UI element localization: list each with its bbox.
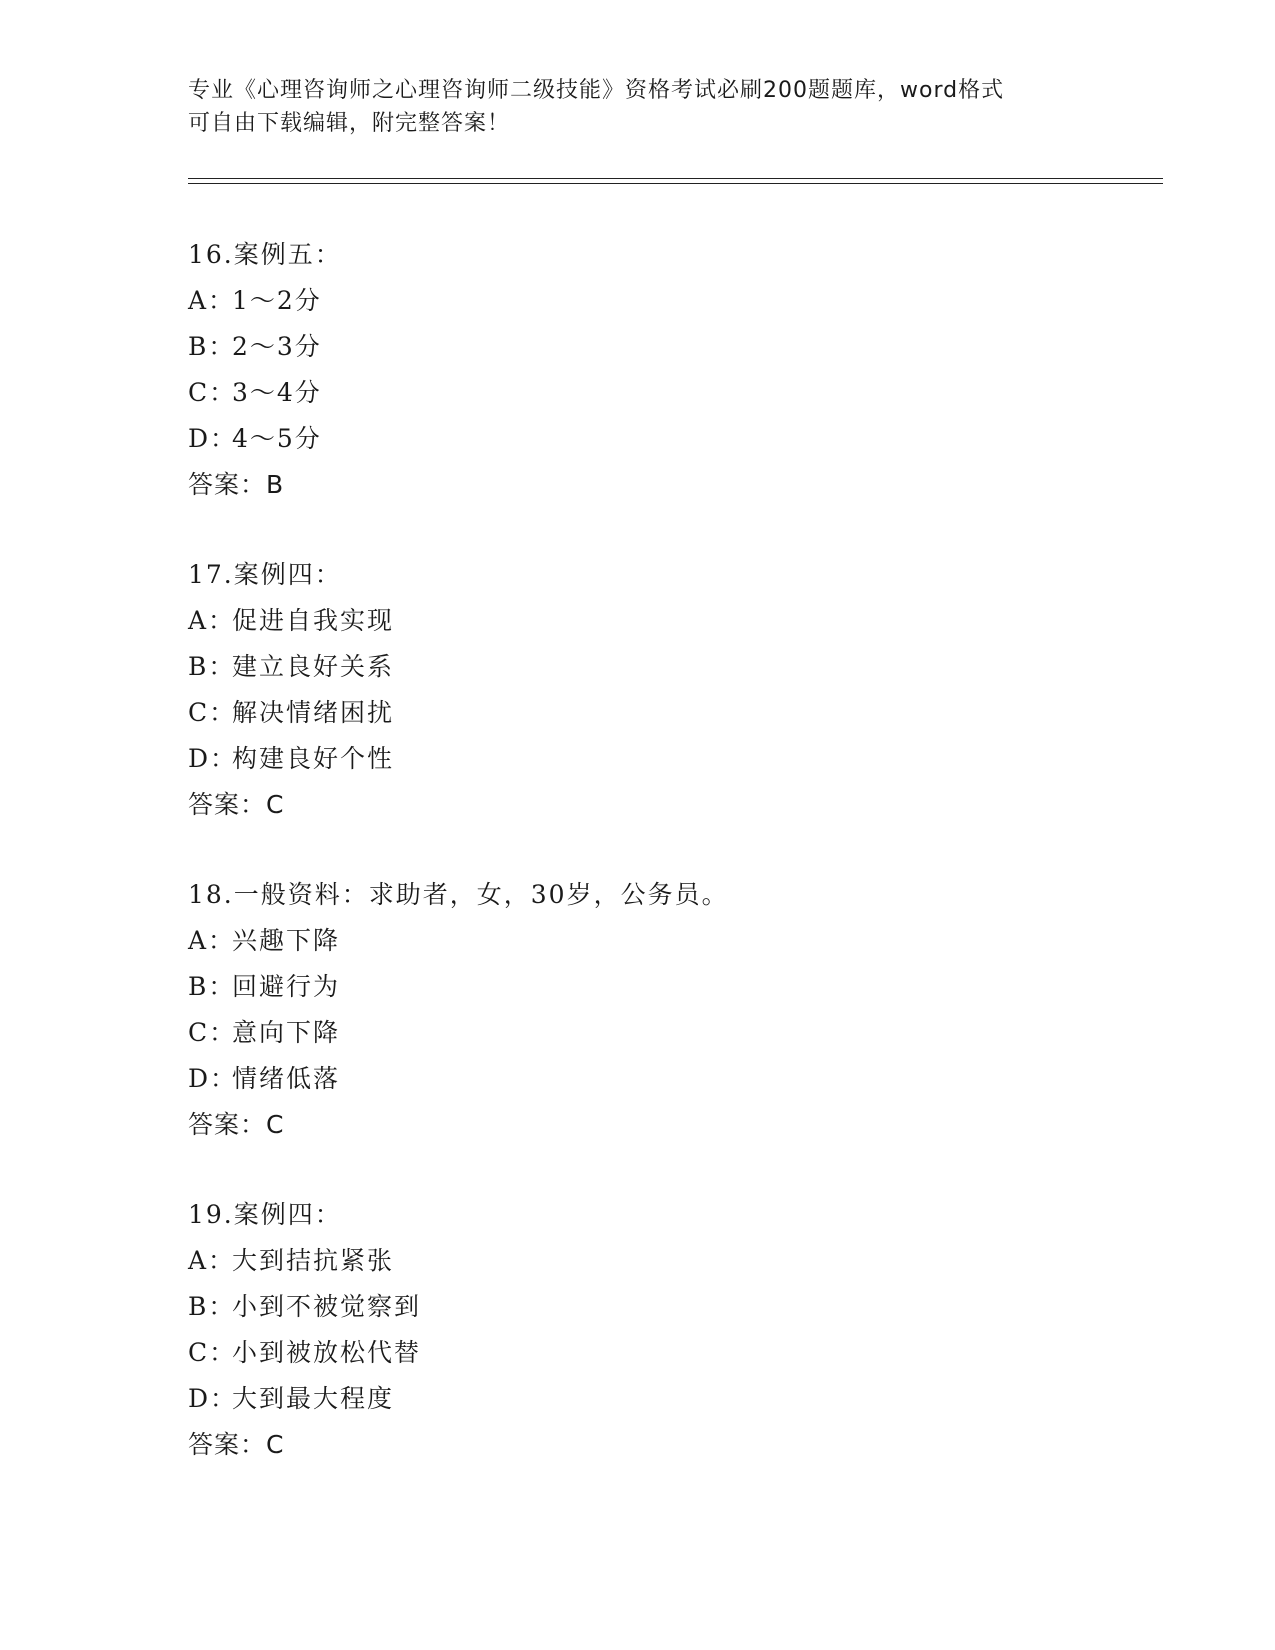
option-label: C： (188, 698, 237, 727)
option-c (188, 370, 1188, 416)
option-text: 回避行为 (232, 972, 341, 1001)
option-text: 促进自我实现 (232, 606, 395, 635)
header-line-1: 专业《心理咨询师之心理咨询师二级技能》资格考试必刷200题题库，word格式 (188, 78, 1005, 103)
option-b (188, 644, 1188, 690)
answer-line: 答案：B (188, 470, 285, 499)
option-a (188, 1238, 1188, 1284)
option-label: C： (188, 1018, 237, 1047)
option-text: 小到被放松代替 (232, 1338, 422, 1367)
option-c (188, 690, 1188, 736)
question-18 (188, 872, 1188, 1192)
option-text: 构建良好个性 (232, 744, 395, 773)
option-d (188, 416, 1188, 462)
option-label: A： (188, 1246, 236, 1275)
option-text: 小到不被觉察到 (232, 1292, 422, 1321)
option-label: B： (188, 1292, 236, 1321)
question-stem: 17.案例四： (188, 560, 342, 589)
question-list (188, 232, 1188, 1512)
option-text: 2～3分 (232, 332, 322, 361)
question-stem: 19.案例四： (188, 1200, 342, 1229)
option-text: 解决情绪困扰 (232, 698, 395, 727)
option-label: D： (188, 1064, 238, 1093)
option-text: 建立良好关系 (232, 652, 395, 681)
option-d (188, 736, 1188, 782)
answer-line: 答案：C (188, 1110, 285, 1139)
option-d (188, 1056, 1188, 1102)
question-stem: 18.一般资料：求助者，女，30岁，公务员。 (188, 880, 729, 909)
option-d (188, 1376, 1188, 1422)
answer-line: 答案：C (188, 790, 285, 819)
option-label: A： (188, 606, 236, 635)
option-label: A： (188, 286, 236, 315)
option-text: 情绪低落 (232, 1064, 341, 1093)
question-17 (188, 552, 1188, 872)
option-a (188, 278, 1188, 324)
answer-line: 答案：C (188, 1430, 285, 1459)
header-divider-bottom (188, 183, 1163, 184)
option-label: B： (188, 332, 236, 361)
option-a (188, 598, 1188, 644)
option-text: 大到最大程度 (232, 1384, 395, 1413)
document-header (188, 74, 1088, 140)
option-label: B： (188, 652, 236, 681)
header-divider-top (188, 178, 1163, 179)
option-text: 3～4分 (232, 378, 322, 407)
header-line-2: 可自由下载编辑，附完整答案！ (188, 111, 511, 136)
option-b (188, 964, 1188, 1010)
question-stem: 16.案例五： (188, 240, 342, 269)
option-b (188, 1284, 1188, 1330)
option-c (188, 1010, 1188, 1056)
option-label: C： (188, 1338, 237, 1367)
option-text: 兴趣下降 (232, 926, 341, 955)
option-label: D： (188, 424, 238, 453)
question-19 (188, 1192, 1188, 1512)
option-text: 大到拮抗紧张 (232, 1246, 395, 1275)
option-text: 意向下降 (232, 1018, 341, 1047)
option-label: B： (188, 972, 236, 1001)
option-label: A： (188, 926, 236, 955)
option-label: D： (188, 1384, 238, 1413)
option-label: D： (188, 744, 238, 773)
question-16 (188, 232, 1188, 552)
option-a (188, 918, 1188, 964)
option-text: 4～5分 (232, 424, 322, 453)
option-text: 1～2分 (232, 286, 322, 315)
option-label: C： (188, 378, 237, 407)
option-b (188, 324, 1188, 370)
option-c (188, 1330, 1188, 1376)
